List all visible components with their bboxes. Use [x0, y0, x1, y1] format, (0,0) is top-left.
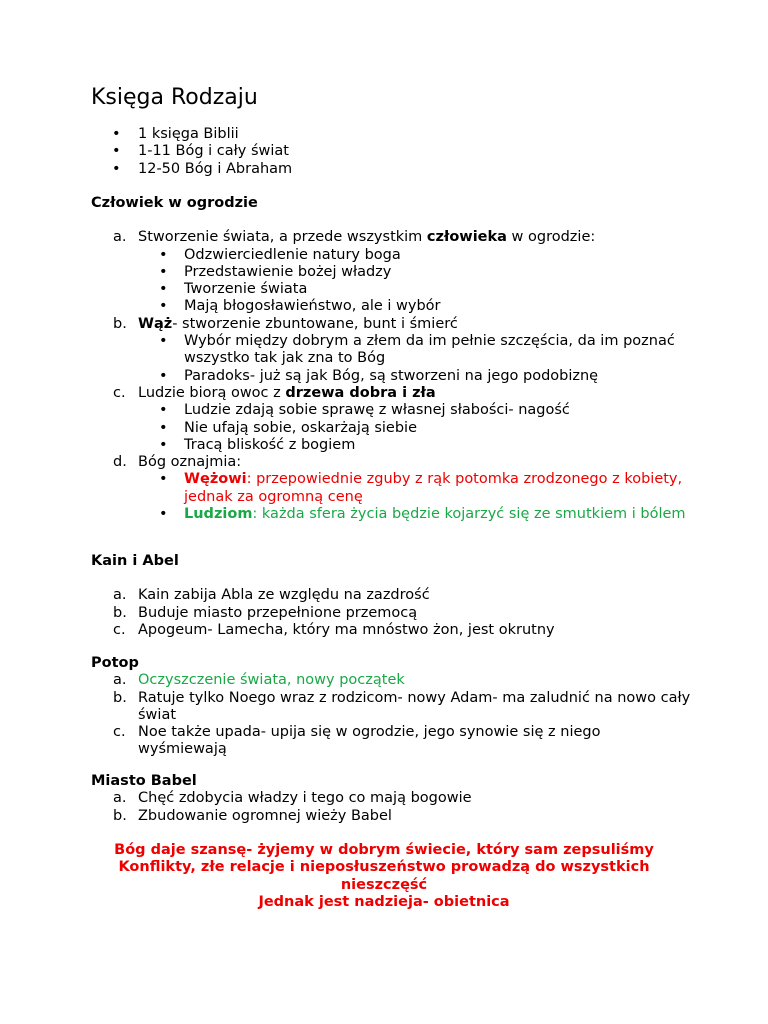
sub-item: • Przedstawienie bożej władzy: [159, 263, 392, 280]
sub-item: • Tworzenie świata: [159, 281, 308, 298]
closing-statement: [0, 842, 768, 911]
list-item: a. Chęć zdobycia władzy i tego co mają bogowie: [113, 790, 472, 807]
list-item: b. Wąż- stworzenie zbuntowane, bunt i śmierć: [113, 315, 458, 332]
list-item: c. Noe także upada- upija się w ogrodzie, jego synowie się z niego wyśmiewają: [113, 724, 601, 758]
list-item: a. Oczyszczenie świata, nowy początek: [113, 672, 405, 689]
list-item: b. Buduje miasto przepełnione przemocą: [113, 604, 418, 621]
closing-line: nieszczęść: [340, 876, 428, 893]
list-item: c. Ludzie biorą owoc z drzewa dobra i zła: [113, 384, 436, 401]
list-item: a. Kain zabija Abla ze względu na zazdrość: [113, 587, 430, 604]
list-item: d. Bóg oznajmia:: [113, 454, 242, 471]
closing-line: Jednak jest nadzieja- obietnica: [258, 893, 510, 910]
sub-item: • Wybór między dobrym a złem da im pełnie szczęścia, da im poznać wszystko tak jak zna to Bóg: [159, 333, 675, 367]
item-marker: a.: [113, 229, 127, 246]
section-heading: Potop: [91, 655, 139, 671]
section-kain-i-abel: [91, 553, 691, 639]
section-heading: Kain i Abel: [91, 553, 179, 569]
item-marker: c.: [113, 384, 126, 401]
list-item: b. Zbudowanie ogromnej wieży Babel: [113, 807, 392, 824]
item-marker: b.: [113, 315, 127, 332]
list-item: c. Apogeum- Lamecha, który ma mnóstwo żon, jest okrutny: [113, 621, 555, 638]
list-item: • 1 księga Biblii: [91, 126, 292, 143]
closing-line: Bóg daje szansę- żyjemy w dobrym świecie, który sam zepsuliśmy: [114, 842, 654, 858]
item-marker: d.: [113, 454, 127, 471]
intro-list: [91, 126, 292, 178]
sub-item: • Odzwierciedlenie natury boga: [159, 246, 401, 263]
sub-item-ludziom: • Ludziom: każda sfera życia będzie kojarzyć się ze smutkiem i bólem: [159, 506, 686, 523]
sub-item: • Nie ufają sobie, oskarżają siebie: [159, 419, 417, 436]
list-item: • 12-50 Bóg i Abraham: [91, 161, 292, 178]
closing-line: Konflikty, złe relacje i nieposłuszeństwo prowadzą do wszystkich: [118, 859, 650, 876]
sub-item: • Tracą bliskość z bogiem: [159, 436, 356, 453]
list-item: • 1-11 Bóg i cały świat: [91, 143, 292, 160]
sub-item: • Ludzie zdają sobie sprawę z własnej słabości- nagość: [159, 402, 570, 419]
list-item: a. Stworzenie świata, a przede wszystkim człowieka w ogrodzie:: [113, 229, 596, 246]
section-heading: Człowiek w ogrodzie: [91, 195, 258, 211]
section-potop: [91, 655, 691, 759]
section-heading: Miasto Babel: [91, 773, 197, 789]
sub-item: • Mają błogosławieństwo, ale i wybór: [159, 298, 441, 315]
page-title: Księga Rodzaju: [91, 85, 258, 110]
sub-item: • Paradoks- już są jak Bóg, są stworzeni na jego podobiznę: [159, 367, 599, 384]
section-czlowiek-w-ogrodzie: [91, 195, 691, 523]
sub-item-wezowi: • Wężowi: przepowiednie zguby z rąk potomka zrodzonego z kobiety, jednak za ogromną cenę: [159, 471, 683, 505]
section-miasto-babel: [91, 773, 691, 825]
list-item: b. Ratuje tylko Noego wraz z rodzicom- nowy Adam- ma zaludnić na nowo cały świat: [113, 689, 691, 723]
